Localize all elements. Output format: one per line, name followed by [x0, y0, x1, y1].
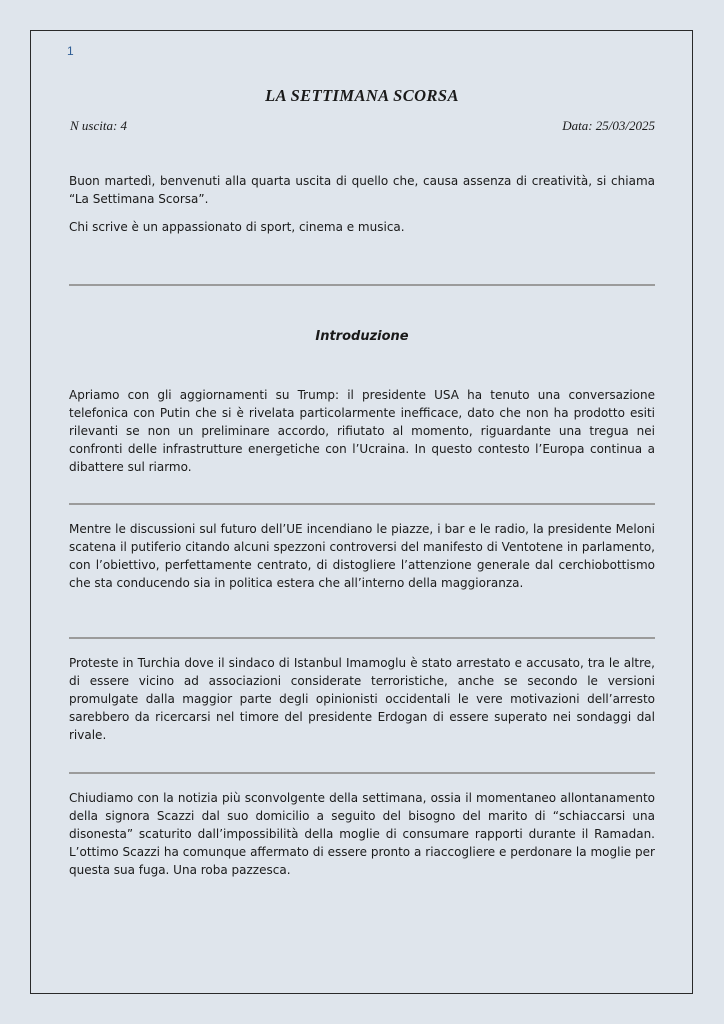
newsletter-title: LA SETTIMANA SCORSA	[265, 86, 459, 105]
page-number: 1	[67, 44, 74, 58]
issue-meta-row	[70, 118, 655, 134]
author-paragraph: Chi scrive è un appassionato di sport, cinema e musica.	[69, 220, 405, 234]
article-paragraph: Proteste in Turchia dove il sindaco di Istanbul Imamoglu è stato arrestato e accusato, tra le altre, di essere vicino ad associazioni considerate terroristiche, anche se secondo le versioni promulgate dalla maggior parte degli opinionisti occidentali le vere motivazioni dell’arresto sarebbero da ricercarsi nel timore del presidente Erdogan di essere superato nei sondaggi dal rivale.	[69, 656, 655, 742]
issue-number: N uscita: 4	[70, 118, 128, 133]
welcome-paragraph: Buon martedì, benvenuti alla quarta uscita di quello che, causa assenza di creatività, si chiama “La Settimana Scorsa”.	[69, 174, 655, 206]
article-block	[69, 654, 655, 744]
section-heading: Introduzione	[315, 329, 409, 344]
article-block	[69, 520, 655, 592]
article-divider	[69, 637, 655, 639]
section-divider	[69, 284, 655, 286]
article-paragraph: Apriamo con gli aggiornamenti su Trump: il presidente USA ha tenuto una conversazione telefonica con Putin che si è rivelata particolarmente inefficace, dato che non ha prodotto esiti rilevanti se non un preliminare accordo, rifiutato al momento, riguardante una tregua nei confronti delle infrastrutture energetiche con l’Ucraina. In questo contesto l’Europa continua a dibattere sul riarmo.	[69, 388, 655, 474]
article-divider	[69, 503, 655, 505]
article-block	[69, 789, 655, 879]
article-divider	[69, 772, 655, 774]
article-paragraph: Chiudiamo con la notizia più sconvolgente della settimana, ossia il momentaneo allontanamento della signora Scazzi dal suo domicilio a seguito del bisogno del marito di “schiaccarsi una disonesta” scaturito dall’impossibilità della moglie di consumare rapporti durante il Ramadan. L’ottimo Scazzi ha comunque affermato di essere pronto a riaccogliere e perdonare la moglie per questa sua fuga. Una roba pazzesca.	[69, 791, 655, 877]
issue-date: Data: 25/03/2025	[562, 118, 655, 133]
article-paragraph: Mentre le discussioni sul futuro dell’UE incendiano le piazze, i bar e le radio, la presidente Meloni scatena il putiferio citando alcuni spezzoni controversi del manifesto di Ventotene in parlamento, con l’obiettivo, perfettamente centrato, di distogliere l’attenzione generale dal cerchiobottismo che sta conducendo sia in politica estera che all’interno della maggioranza.	[69, 522, 655, 590]
article-block	[69, 386, 655, 476]
welcome-block	[69, 172, 655, 236]
